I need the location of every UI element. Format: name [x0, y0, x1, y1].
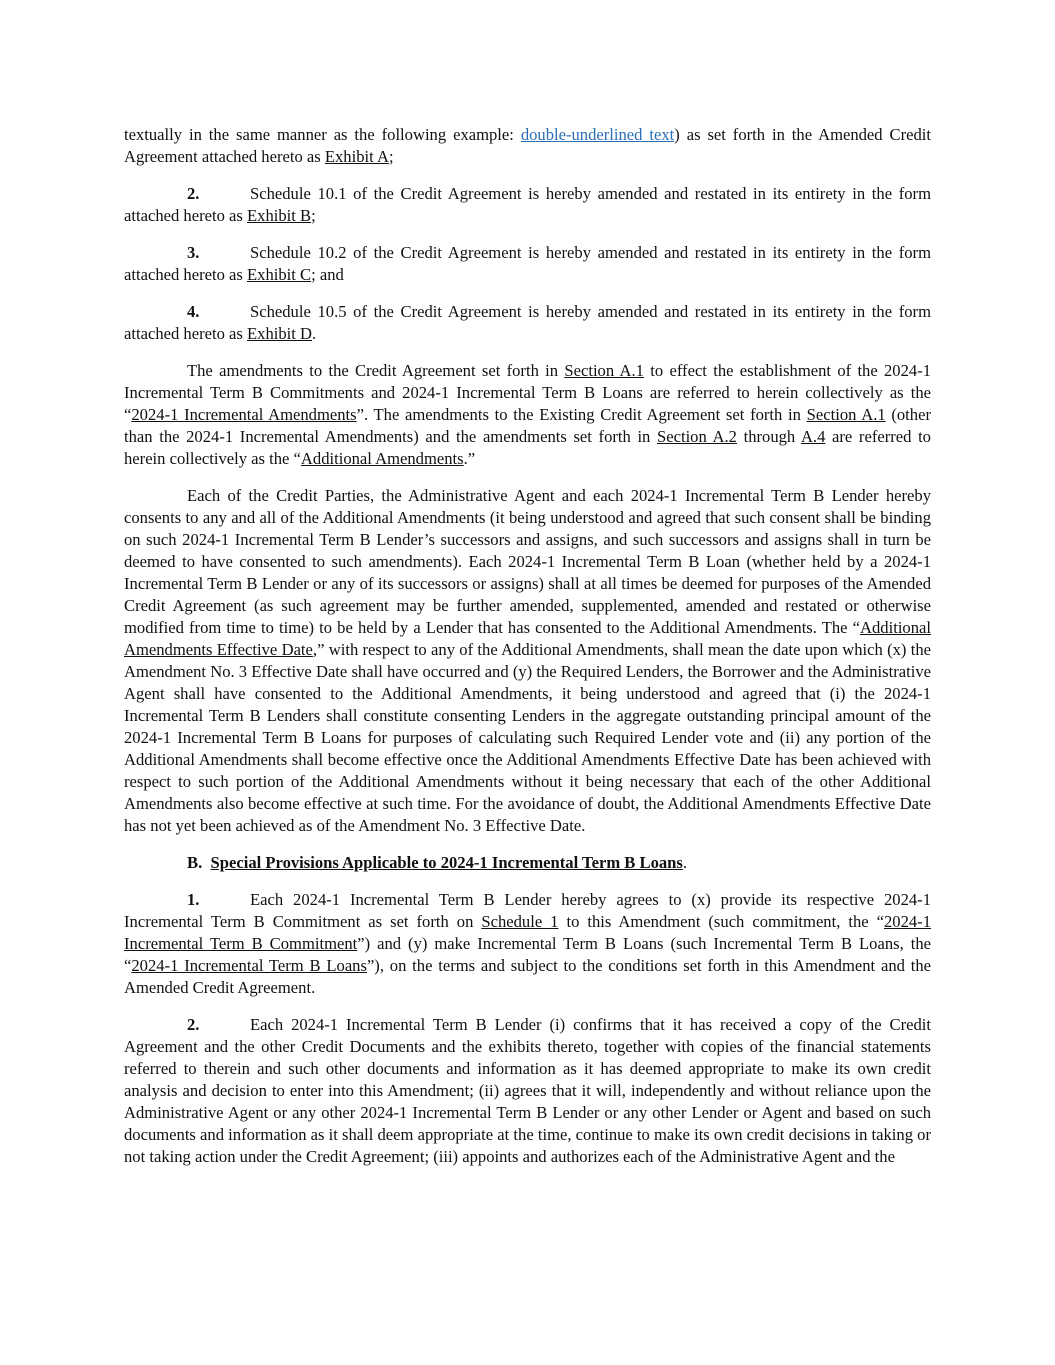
exhibit-b-ref: Exhibit B — [247, 206, 312, 225]
section-b-heading: B. Special Provisions Applicable to 2024-1 Incremental Term B Loans. — [187, 853, 688, 872]
item-3: 3. Schedule 10.2 of the Credit Agreement is hereby amended and restated in its entirety in the form attached hereto as Exhibit C; and — [124, 243, 931, 284]
schedule-ref: Schedule 1 — [481, 912, 559, 931]
section-ref: A.4 — [800, 427, 826, 446]
item-2: 2. Schedule 10.1 of the Credit Agreement is hereby amended and restated in its entirety in the form attached hereto as Exhibit B; — [124, 184, 931, 225]
item-4: 4. Schedule 10.5 of the Credit Agreement is hereby amended and restated in its entirety in the form attached hereto as Exhibit D. — [124, 302, 931, 343]
section-b-item-1: 1. Each 2024-1 Incremental Term B Lender hereby agrees to (x) provide its respective 2024-1 Incremental Term B Commitment as set forth on Schedule 1 to this Amendment (such commitment, the “2024-1 Incremental Term B Commitment”) and (y) make Incremental Term B Loans (such Incremental Term B Loans, the “2024-1 Incremental Term B Loans”), on the terms and subject to the conditions set forth in this Amendment and the Amended Credit Agreement. — [124, 890, 931, 997]
item-number: 1. — [187, 890, 200, 909]
defined-term: Additional Amendments — [300, 449, 464, 468]
exhibit-c-ref: Exhibit C — [247, 265, 312, 284]
section-ref: Section A.2 — [657, 427, 737, 446]
document-page — [124, 124, 931, 1183]
example-link[interactable]: double-underlined text — [520, 125, 675, 144]
defined-term: 2024-1 Incremental Term B Commitment — [124, 912, 931, 953]
item-number: 3. — [187, 243, 200, 262]
section-ref: Section A.1 — [806, 405, 886, 424]
exhibit-d-ref: Exhibit D — [247, 324, 313, 343]
section-ref: Section A.1 — [564, 361, 644, 380]
item-number: 4. — [187, 302, 200, 321]
item-number: 2. — [187, 1015, 200, 1034]
defined-term: 2024-1 Incremental Amendments — [131, 405, 357, 424]
exhibit-a-ref: Exhibit A — [324, 147, 389, 166]
paragraph-continuation: textually in the same manner as the following example: double-underlined text) as set forth in the Amended Credit Agreement attached hereto as Exhibit A; — [124, 125, 931, 166]
amendments-paragraph: The amendments to the Credit Agreement set forth in Section A.1 to effect the establishment of the 2024-1 Incremental Term B Commitments and 2024-1 Incremental Term B Loans are referred to herein collectively as the “2024-1 Incremental Amendments”. The amendments to the Existing Credit Agreement set forth in Section A.1 (other than the 2024-1 Incremental Amendments) and the amendments set forth in Section A.2 through A.4 are referred to herein collectively as the “Additional Amendments.” — [124, 361, 932, 468]
defined-term: 2024-1 Incremental Term B Loans — [131, 956, 367, 975]
consent-paragraph: Each of the Credit Parties, the Administrative Agent and each 2024-1 Incremental Term B Lender hereby consents to any and all of the Additional Amendments (it being understood and agreed that such consent shall be binding on such 2024-1 Incremental Term B Lender’s successors and assigns, and such successors and assigns shall in turn be deemed to have consented to such amendments). Each 2024-1 Incremental Term B Loan (whether held by a 2024-1 Incremental Term B Lender or any of its successors or assigns) shall at all times be deemed for purposes of the Amended Credit Agreement (as such agreement may be further amended, supplemented, amended and restated or otherwise modified from time to time) to be held by a Lender that has consented to the Additional Amendments. The “Additional Amendments Effective Date,” with respect to any of the Additional Amendments, shall mean the date upon which (x) the Amendment No. 3 Effective Date shall have occurred and (y) the Required Lenders, the Borrower and the Administrative Agent shall have consented to the Additional Amendments, it being understood and agreed that (i) the 2024-1 Incremental Term B Lenders shall constitute consenting Lenders in the aggregate outstanding principal amount of the 2024-1 Incremental Term B Loans for purposes of calculating such Required Lender vote and (ii) any portion of the Additional Amendments shall become effective once the Additional Amendments Effective Date has been achieved with respect to such portion of the Additional Amendments without it being necessary that each of the other Additional Amendments also become effective at such time. For the avoidance of doubt, the Additional Amendments Effective Date has not yet been achieved as of the Amendment No. 3 Effective Date. — [124, 486, 931, 835]
defined-term: Additional Amendments Effective Date — [124, 618, 931, 659]
section-b-item-2: 2. Each 2024-1 Incremental Term B Lender (i) confirms that it has received a copy of the Credit Agreement and the other Credit Documents and the exhibits thereto, together with copies of the financial statements referred to therein and such other documents and information as it has deemed appropriate to make its own credit analysis and decision to enter into this Amendment; (ii) agrees that it will, independently and without reliance upon the Administrative Agent or any other 2024-1 Incremental Term B Lender or any other Lender or Agent and based on such documents and information as it shall deem appropriate at the time, continue to make its own credit decisions in taking or not taking action under the Credit Agreement; (iii) appoints and authorizes each of the Administrative Agent and the — [124, 1015, 931, 1166]
section-b-title: Special Provisions Applicable to 2024-1 Incremental Term B Loans — [210, 853, 683, 872]
item-number: 2. — [187, 184, 200, 203]
